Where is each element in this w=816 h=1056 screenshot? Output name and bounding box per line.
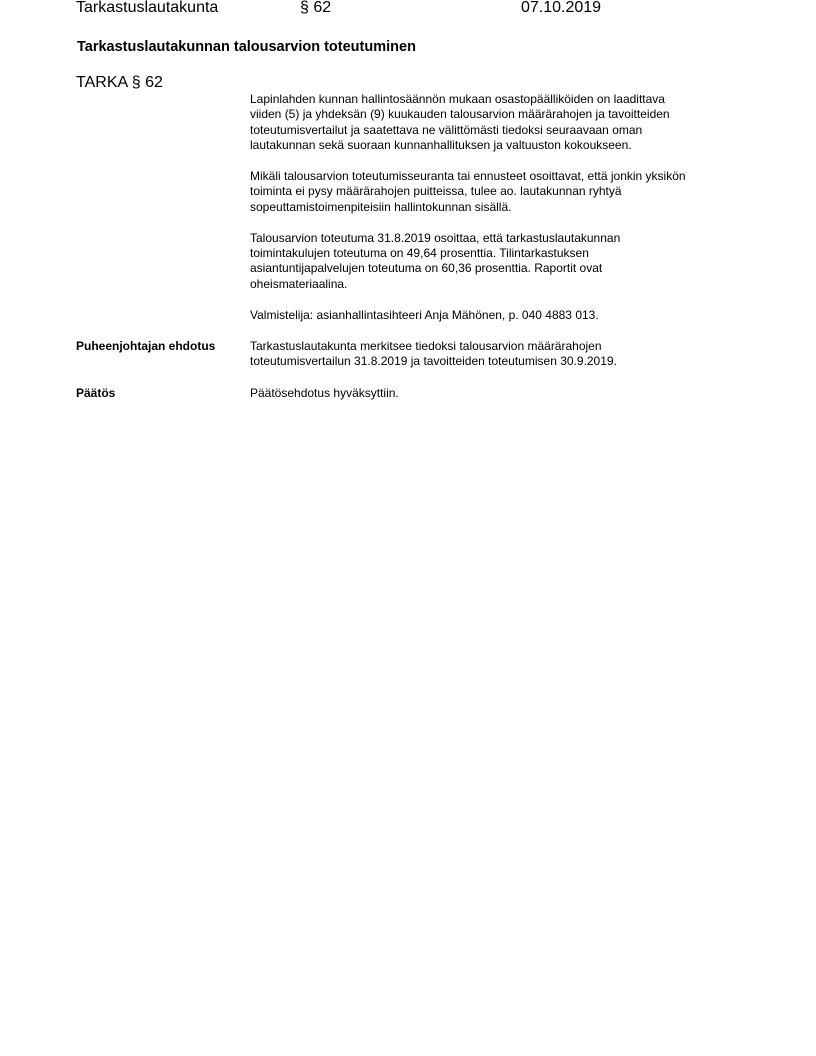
text-line: lautakunnan sekä suoraan kunnanhallituksen ja valtuuston kokoukseen.	[250, 138, 632, 153]
text-line: toteutumisvertailut ja saatettava ne välittömästi tiedoksi seuraavaan oman	[250, 122, 643, 137]
text-line: toteutumisvertailun 31.8.2019 ja tavoitteiden toteutumisen 30.9.2019.	[250, 354, 617, 369]
text-line: oheismateriaalina.	[250, 276, 348, 291]
header-body-name: Tarkastuslautakunta	[76, 0, 219, 16]
text-line: Valmistelija: asianhallintasihteeri Anja Mähönen, p. 040 4883 013.	[250, 307, 599, 322]
text-line: toiminta ei pysy määrärahojen puitteissa, tulee ao. lautakunnan ryhtyä	[250, 184, 622, 199]
text-line: sopeuttamistoimenpiteisiin hallintokunnan sisällä.	[250, 199, 512, 214]
chair-proposal-label: Puheenjohtajan ehdotus	[76, 339, 216, 353]
section-reference: TARKA § 62	[76, 74, 163, 91]
decision-label: Päätös	[76, 386, 116, 400]
paragraph-regulation	[250, 92, 750, 154]
chair-proposal-text	[250, 339, 750, 370]
text-line: Talousarvion toteutuma 31.8.2019 osoittaa, että tarkastuslautakunnan	[250, 230, 621, 245]
preparation-text	[250, 92, 750, 338]
text-line: Lapinlahden kunnan hallintosäännön mukaan osastopäälliköiden on laadittava	[250, 92, 665, 106]
header-meeting-date: 07.10.2019	[521, 0, 602, 16]
text-line: asiantuntijapalvelujen toteutuma on 60,36 prosenttia. Raportit ovat	[250, 261, 603, 276]
paragraph-monitoring	[250, 169, 750, 215]
text-line: toimintakulujen toteutuma on 49,64 prosenttia. Tilintarkastuksen	[250, 246, 589, 261]
document-title: Tarkastuslautakunnan talousarvion toteutuminen	[77, 39, 416, 55]
text-line: Tarkastuslautakunta merkitsee tiedoksi talousarvion määrärahojen	[250, 339, 602, 353]
paragraph-budget-outcome	[250, 231, 750, 293]
text-line: viiden (5) ja yhdeksän (9) kuukauden talousarvion määrärahojen ja tavoitteiden	[250, 107, 670, 122]
text-line: Mikäli talousarvion toteutumisseuranta tai ennusteet osoittavat, että jonkin yksikön	[250, 169, 686, 184]
header-section-number: § 62	[300, 0, 332, 16]
decision-text: Päätösehdotus hyväksyttiin.	[250, 386, 399, 400]
paragraph-preparer	[250, 308, 750, 323]
